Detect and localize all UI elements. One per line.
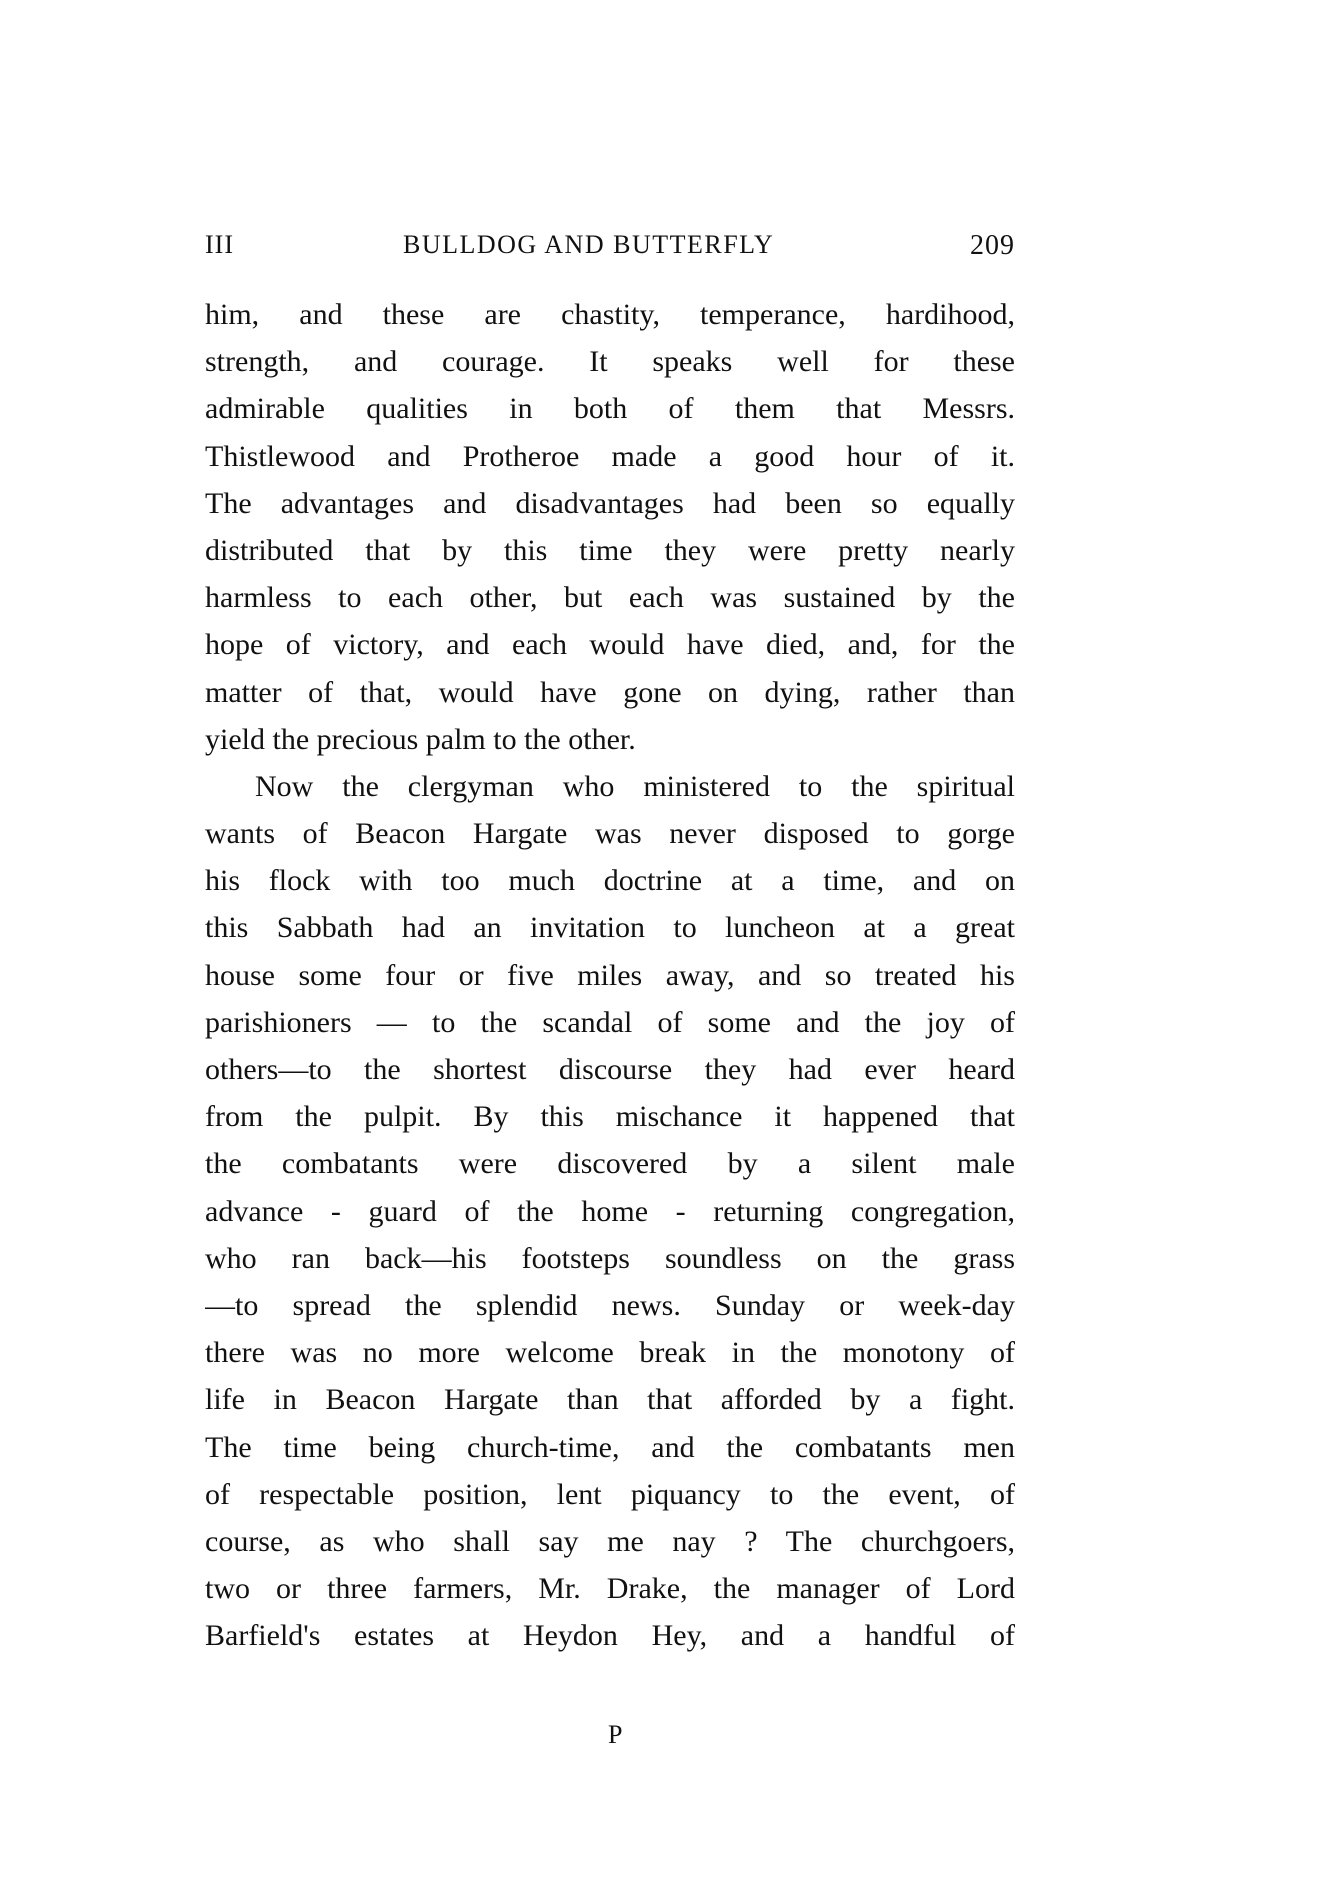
text-line: Thistlewood and Protheroe made a good hour of it. <box>205 439 1015 473</box>
running-header <box>205 230 1015 266</box>
text-line: of respectable position, lent piquancy to the event, of <box>205 1477 1015 1511</box>
signature-mark: P <box>608 1720 623 1749</box>
page-number: 209 <box>970 230 1015 261</box>
text-line: others—to the shortest discourse they had ever heard <box>205 1053 1015 1086</box>
text-line: hope of victory, and each would have died, and, for the <box>205 628 1015 662</box>
paragraph-start-line: Now the clergyman who ministered to the spiritual <box>255 769 1015 803</box>
text-line: him, and these are chastity, temperance, hardihood, <box>205 298 1015 331</box>
text-line: strength, and courage. It speaks well for these <box>205 345 1015 379</box>
text-line: house some four or five miles away, and so treated his <box>205 958 1015 992</box>
paragraph-end-line: yield the precious palm to the other. <box>205 722 636 756</box>
text-line: the combatants were discovered by a silent male <box>205 1147 1015 1181</box>
text-line: who ran back—his footsteps soundless on the grass <box>205 1241 1015 1275</box>
text-line: life in Beacon Hargate than that afforded by a fight. <box>205 1383 1015 1417</box>
text-line: from the pulpit. By this mischance it happened that <box>205 1100 1015 1134</box>
running-title: BULLDOG AND BUTTERFLY <box>403 230 775 259</box>
text-line: Barfield's estates at Heydon Hey, and a handful of <box>205 1619 1015 1653</box>
text-line: parishioners — to the scandal of some and the joy of <box>205 1005 1015 1039</box>
text-line: advance - guard of the home - returning congregation, <box>205 1194 1015 1228</box>
text-line: course, as who shall say me nay ? The churchgoers, <box>205 1524 1015 1558</box>
text-line: harmless to each other, but each was sustained by the <box>205 581 1015 615</box>
body-text <box>205 291 1015 1659</box>
text-line: two or three farmers, Mr. Drake, the manager of Lord <box>205 1572 1015 1606</box>
text-line: —to spread the splendid news. Sunday or week-day <box>205 1288 1015 1322</box>
text-line: his flock with too much doctrine at a time, and on <box>205 864 1015 898</box>
text-line: admirable qualities in both of them that Messrs. <box>205 392 1015 426</box>
text-line: distributed that by this time they were pretty nearly <box>205 533 1015 567</box>
text-line: matter of that, would have gone on dying, rather than <box>205 675 1015 709</box>
text-line: there was no more welcome break in the monotony of <box>205 1336 1015 1370</box>
text-line: this Sabbath had an invitation to luncheon at a great <box>205 911 1015 945</box>
text-line: The time being church-time, and the combatants men <box>205 1430 1015 1464</box>
text-line: wants of Beacon Hargate was never disposed to gorge <box>205 817 1015 851</box>
text-line: The advantages and disadvantages had been so equally <box>205 486 1015 520</box>
chapter-number: III <box>205 230 234 259</box>
